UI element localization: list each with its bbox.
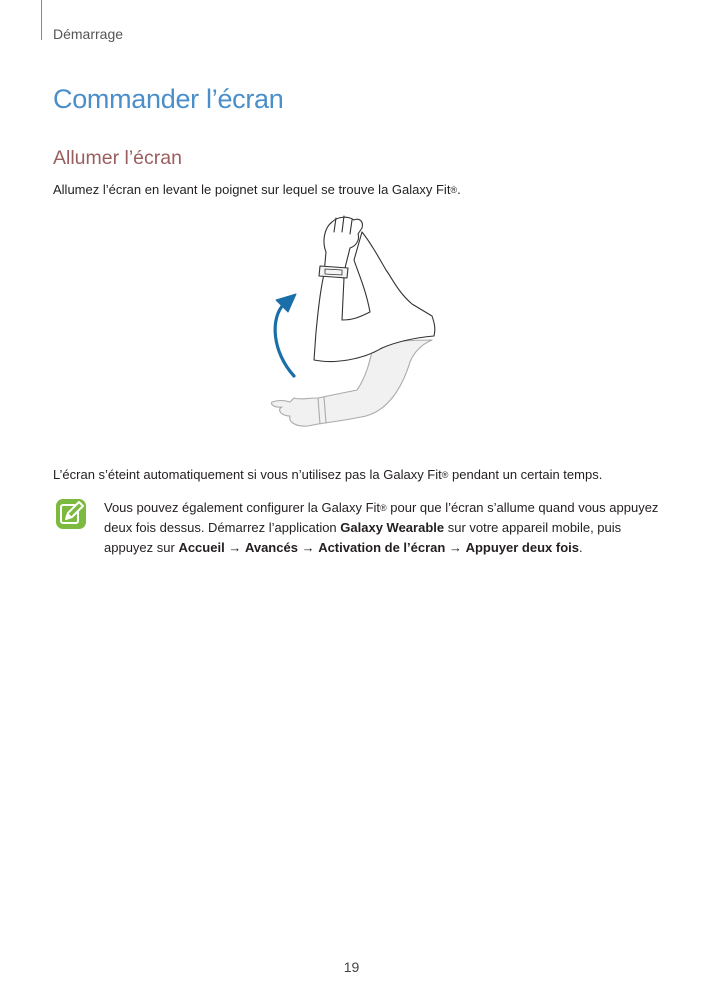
arrow-glyph: → — [228, 540, 242, 555]
app-name: Galaxy Wearable — [340, 520, 445, 535]
step-double-tap: Appuyer deux fois — [465, 540, 580, 555]
note-paragraph — [104, 498, 664, 558]
auto-off-paragraph — [53, 467, 602, 482]
step-activation: Activation de l’écran — [318, 540, 446, 555]
auto-off-text-end: pendant un certain temps. — [448, 467, 603, 482]
page-number: 19 — [343, 959, 360, 975]
raise-wrist-illustration — [262, 212, 452, 444]
arrow-glyph: → — [448, 540, 462, 555]
arrow-glyph: → — [301, 540, 315, 555]
header-rule — [41, 0, 42, 40]
page-title: Commander l’écran — [53, 84, 284, 114]
intro-end: . — [457, 182, 461, 197]
note-pencil-icon — [55, 498, 87, 530]
raise-arrow — [275, 304, 294, 376]
note-text: sur votre appareil mobile, puis appuyez sur — [104, 520, 622, 555]
registered-mark: ® — [441, 470, 449, 480]
step-accueil: Accueil — [178, 540, 225, 555]
note-text: Vous pouvez également configurer la Galaxy Fit — [104, 500, 381, 515]
intro-text: Allumez l’écran en levant le poignet sur lequel se trouve la Galaxy Fit — [53, 182, 451, 197]
note-text: pour que l’écran s’allume quand vous appuyez deux fois dessus. Démarrez l’application — [104, 500, 659, 535]
section-subtitle: Allumer l’écran — [53, 147, 182, 169]
upper-band — [319, 266, 348, 278]
registered-mark: ® — [380, 503, 387, 513]
intro-paragraph — [53, 182, 461, 197]
auto-off-text: L’écran s’éteint automatiquement si vous n’utilisez pas la Galaxy Fit — [53, 467, 442, 482]
section-header: Démarrage — [53, 26, 124, 42]
registered-mark: ® — [450, 185, 458, 195]
step-avances: Avancés — [244, 540, 298, 555]
note-end: . — [579, 540, 583, 555]
